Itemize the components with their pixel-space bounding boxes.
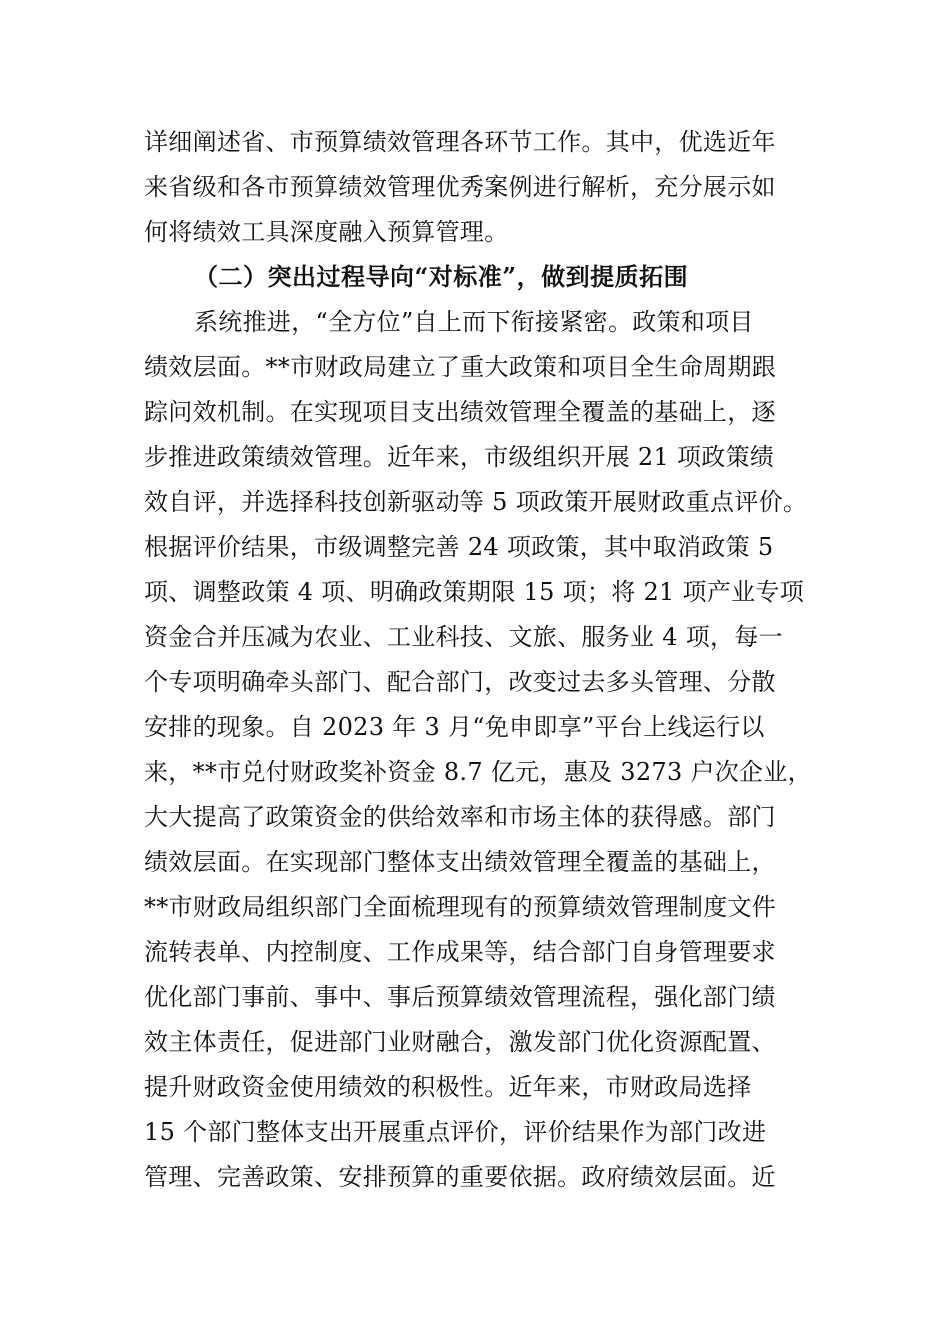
text-line: 来省级和各市预算绩效管理优秀案例进行解析，充分展示如 <box>144 173 776 201</box>
text-line: 绩效层面。**市财政局建立了重大政策和项目全生命周期跟 <box>144 353 777 381</box>
text-line: 流转表单、内控制度、工作成果等，结合部门自身管理要求 <box>144 938 776 966</box>
text-line: 15 个部门整体支出开展重点评价，评价结果作为部门改进 <box>144 1118 767 1146</box>
text-line: 提升财政资金使用绩效的积极性。近年来，市财政局选择 <box>144 1073 752 1101</box>
text-line: 详细阐述省、市预算绩效管理各环节工作。其中，优选近年 <box>144 128 776 156</box>
text-line: 项、调整政策 4 项、明确政策期限 15 项；将 21 项产业专项 <box>144 578 805 606</box>
text-line: 安排的现象。自 2023 年 3 月“免申即享”平台上线运行以 <box>144 713 765 741</box>
text-line: 何将绩效工具深度融入预算管理。 <box>144 218 509 246</box>
text-line: 根据评价结果，市级调整完善 24 项政策，其中取消政策 5 <box>144 533 774 561</box>
section-heading: （二）突出过程导向“对标准”，做到提质拓围 <box>194 262 689 291</box>
text-line: 绩效层面。在实现部门整体支出绩效管理全覆盖的基础上， <box>144 848 776 876</box>
text-line: 步推进政策绩效管理。近年来，市级组织开展 21 项政策绩 <box>144 443 775 471</box>
text-line: 效自评，并选择科技创新驱动等 5 项政策开展财政重点评价。 <box>144 488 808 516</box>
text-line: 踪问效机制。在实现项目支出绩效管理全覆盖的基础上，逐 <box>144 398 776 426</box>
text-line: **市财政局组织部门全面梳理现有的预算绩效管理制度文件 <box>144 893 777 921</box>
text-line: 效主体责任，促进部门业财融合，激发部门优化资源配置、 <box>144 1028 776 1056</box>
text-line: 优化部门事前、事中、事后预算绩效管理流程，强化部门绩 <box>144 983 776 1011</box>
text-line: 来，**市兑付财政奖补资金 8.7 亿元，惠及 3273 户次企业， <box>144 758 812 786</box>
text-line: 资金合并压减为农业、工业科技、文旅、服务业 4 项，每一 <box>144 623 783 651</box>
text-line: 管理、完善政策、安排预算的重要依据。政府绩效层面。近 <box>144 1163 776 1191</box>
text-line: 大大提高了政策资金的供给效率和市场主体的获得感。部门 <box>144 803 776 831</box>
paragraph-first-line: 系统推进，“全方位”自上而下衔接紧密。政策和项目 <box>194 308 754 336</box>
text-line: 个专项明确牵头部门、配合部门，改变过去多头管理、分散 <box>144 668 776 696</box>
